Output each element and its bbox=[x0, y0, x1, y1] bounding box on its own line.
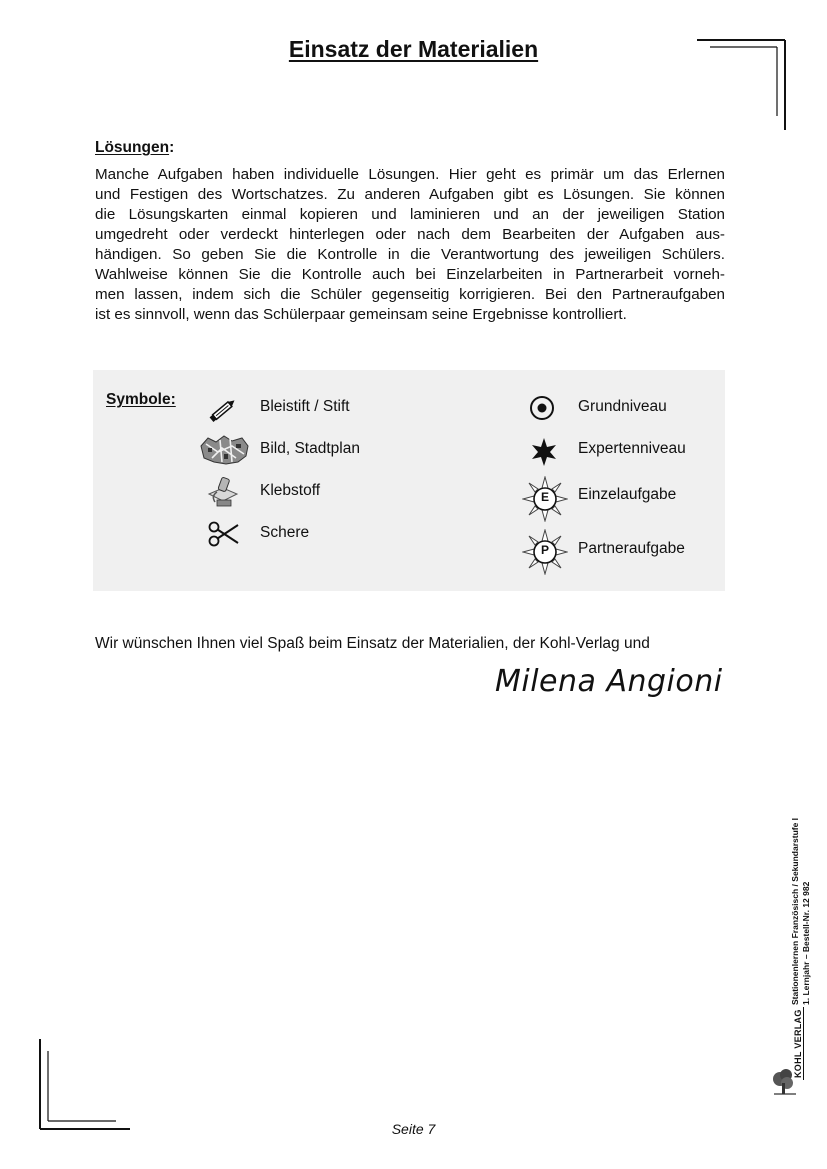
symbol-label-scissors: Schere bbox=[260, 524, 310, 541]
closing-sentence: Wir wünschen Ihnen viel Spaß beim Einsatz der Materialien, der Kohl-Verlag und bbox=[95, 635, 650, 652]
symbol-label-map: Bild, Stadtplan bbox=[260, 440, 360, 457]
target-circle-icon bbox=[522, 388, 562, 428]
paragraph-line: umgedreht oder verdeckt hinterlegen oder nach dem Bearbeiten der Aufgaben aus- bbox=[95, 226, 725, 243]
pencil-icon bbox=[203, 390, 243, 430]
symbol-label-grundniveau: Grundniveau bbox=[578, 398, 667, 415]
paragraph-line: Manche Aufgaben haben individuelle Lösungen. Hier geht es primär um das Erlernen bbox=[95, 166, 725, 183]
symbol-label-partneraufgabe: Partneraufgabe bbox=[578, 540, 685, 557]
paragraph-line: und Festigen des Wortschatzes. Zu anderen Aufgaben gibt es Lösungen. Sie können bbox=[95, 186, 725, 203]
side-info-line-2: 1. Lernjahr – Bestell-Nr. 12 982 bbox=[801, 881, 811, 1005]
side-info-line-1: Stationenlernen Französisch / Sekundarstufe I bbox=[790, 817, 800, 1005]
page-number: Seite 7 bbox=[391, 1121, 436, 1137]
star-icon bbox=[524, 431, 564, 471]
paragraph-line: händigen. So geben Sie die Kontrolle in die Verantwortung des jeweiligen Schülers. bbox=[95, 246, 725, 263]
publisher-name: KOHL VERLAG bbox=[793, 1009, 803, 1078]
sun-p-letter: P bbox=[540, 543, 549, 557]
bottom-left-corner-ornament bbox=[36, 1035, 136, 1135]
author-signature: Milena Angioni bbox=[495, 664, 723, 699]
symbol-label-einzelaufgabe: Einzelaufgabe bbox=[578, 486, 677, 503]
symbol-label-glue: Klebstoff bbox=[260, 482, 321, 499]
paragraph-line: ist es sinnvoll, wenn das Schülerpaar gemeinsam seine Ergebnisse kontrolliert. bbox=[95, 306, 627, 323]
page-title: Einsatz der Materialien bbox=[288, 36, 539, 62]
scissors-icon bbox=[203, 514, 243, 554]
symbol-label-expertenniveau: Expertenniveau bbox=[578, 440, 686, 457]
paragraph-line: men lassen, indem sich die Schüler gegenseitig korrigieren. Bei den Partneraufgaben bbox=[95, 286, 725, 303]
symbols-heading: Symbole: bbox=[106, 391, 176, 408]
symbol-label-pencil: Bleistift / Stift bbox=[260, 398, 350, 415]
paragraph-line: die Lösungskarten einmal kopieren und laminieren und an der jeweiligen Station bbox=[95, 206, 725, 223]
sun-e-letter: E bbox=[540, 490, 549, 504]
solutions-paragraph bbox=[95, 165, 725, 325]
paragraph-line: Wahlweise können Sie die Kontrolle auch bei Einzelarbeiten in Partnerarbeit vorneh- bbox=[95, 266, 725, 283]
section-heading-loesungen: Lösungen: bbox=[95, 139, 175, 156]
city-map-icon bbox=[198, 430, 250, 470]
publisher-tree-icon bbox=[770, 1065, 798, 1097]
glue-icon bbox=[203, 472, 243, 512]
